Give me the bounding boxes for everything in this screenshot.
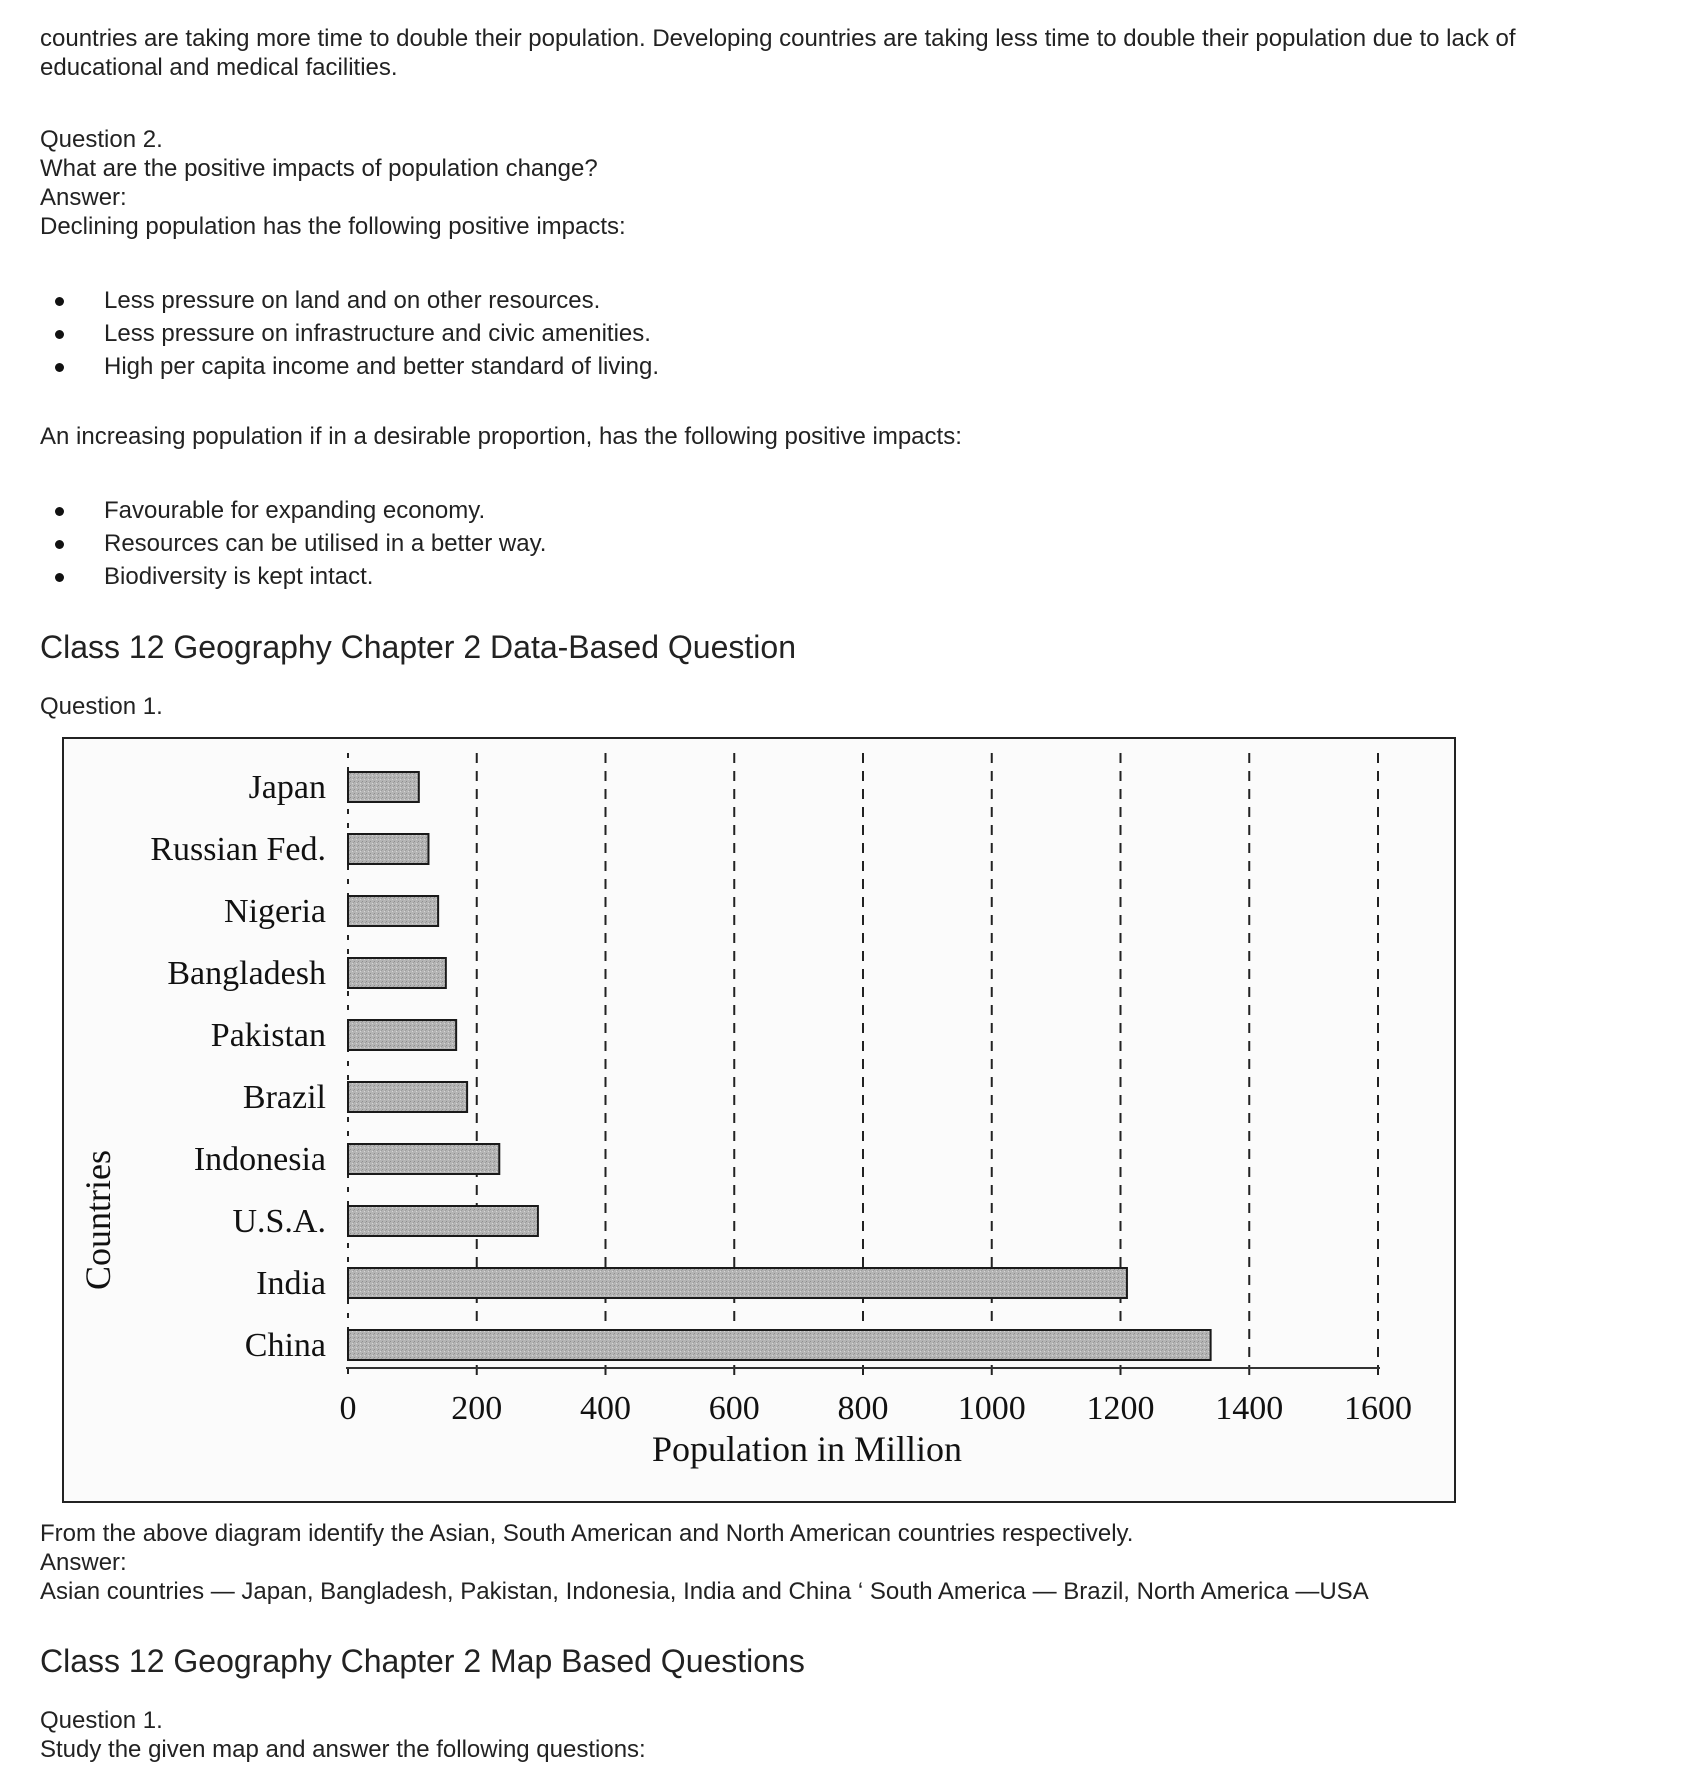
x-tick-label: 0 [339,1390,357,1427]
increasing-impacts-list [40,494,546,593]
bar [348,1330,1211,1360]
bar [348,958,446,988]
bar [348,1144,499,1174]
chart-svg [62,737,1456,1503]
list-item: Favourable for expanding economy. [40,494,546,527]
map-question-text: Study the given map and answer the following questions: [40,1736,646,1763]
bar [348,1082,467,1112]
list-item: Resources can be utilised in a better way. [40,527,546,560]
category-label: India [256,1265,326,1302]
data-based-heading: Class 12 Geography Chapter 2 Data-Based Question [40,629,796,665]
bar [348,896,438,926]
x-tick-label: 600 [708,1390,760,1427]
increasing-intro: An increasing population if in a desirable proportion, has the following positive impacts: [40,423,962,450]
bar [348,1020,456,1050]
data-answer-text: Asian countries — Japan, Bangladesh, Pakistan, Indonesia, India and China ‘ South America — Brazil, North America —USA [40,1578,1369,1605]
data-question-label: Question 1. [40,693,163,720]
declining-impacts-list [40,284,659,383]
bar [348,1206,538,1236]
question-2-text: What are the positive impacts of population change? [40,155,598,182]
declining-intro: Declining population has the following positive impacts: [40,213,626,240]
data-answer-label: Answer: [40,1549,127,1576]
category-label: Brazil [242,1079,326,1116]
list-item: Less pressure on infrastructure and civic amenities. [40,317,659,350]
category-label: U.S.A. [232,1203,326,1240]
x-axis-label: Population in Million [651,1429,963,1469]
data-question-text: From the above diagram identify the Asian, South American and North American countries respectively. [40,1520,1134,1547]
x-tick-label: 1400 [1215,1390,1284,1427]
category-label: Pakistan [210,1017,326,1054]
category-label: Russian Fed. [150,831,326,868]
question-2-label: Question 2. [40,126,163,153]
x-tick-label: 1000 [957,1390,1026,1427]
x-tick-label: 1200 [1086,1390,1155,1427]
category-label: Bangladesh [167,955,326,992]
intro-paragraph: countries are taking more time to double their population. Developing countries are taking less time to double their population due to lack of educational and medical facilities. [40,25,1516,81]
category-label: China [244,1327,326,1364]
map-based-heading: Class 12 Geography Chapter 2 Map Based Questions [40,1643,805,1679]
x-tick-label: 1600 [1344,1390,1412,1427]
list-item: Less pressure on land and on other resources. [40,284,659,317]
x-tick-label: 200 [451,1390,503,1427]
x-tick-label: 400 [580,1390,631,1427]
list-item: High per capita income and better standard of living. [40,350,659,383]
answer-label: Answer: [40,184,127,211]
bar [348,1268,1127,1298]
list-item: Biodiversity is kept intact. [40,560,546,593]
category-label: Nigeria [224,893,326,930]
category-label: Indonesia [193,1141,326,1178]
x-tick-label: 800 [837,1390,889,1427]
category-label: Japan [248,769,326,806]
population-bar-chart [62,737,1456,1503]
bar [348,834,428,864]
bar [348,772,419,802]
y-axis-label: Countries [78,1150,118,1290]
map-question-label: Question 1. [40,1707,163,1734]
